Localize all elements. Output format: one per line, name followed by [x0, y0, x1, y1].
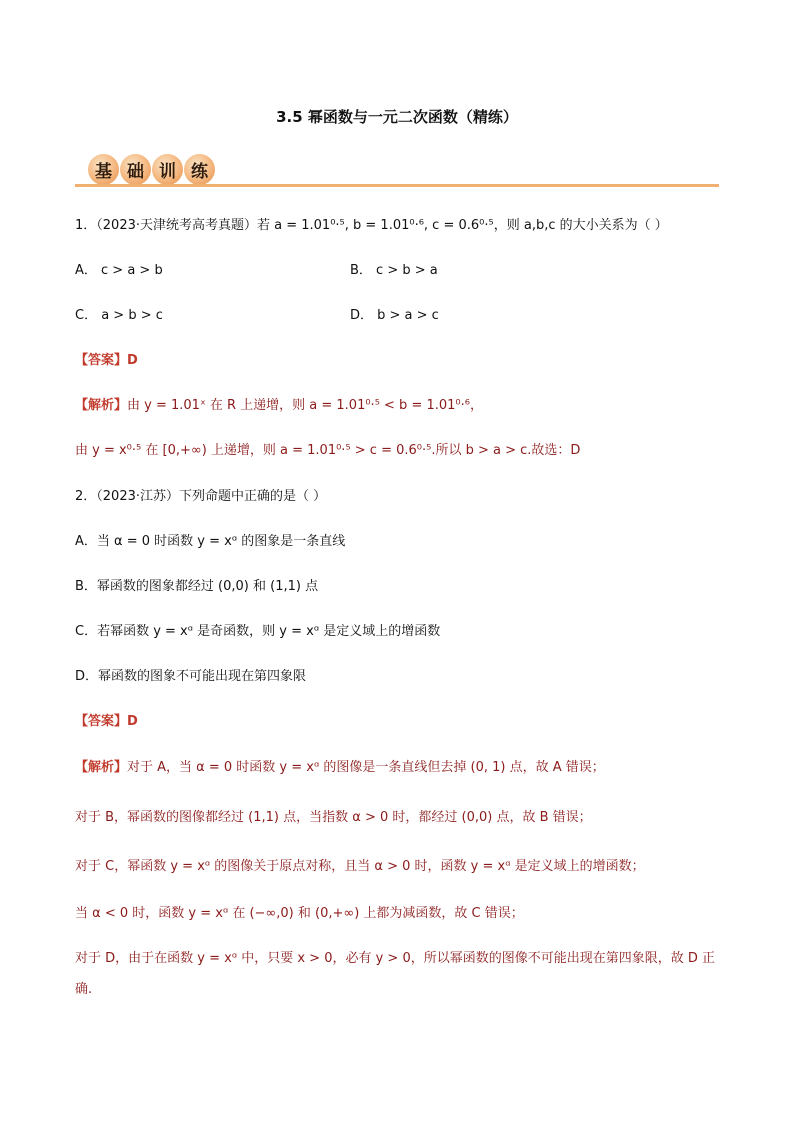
page-title: 3.5 幂函数与一元二次函数（精练）	[276, 108, 518, 126]
q1-answer-value: D	[127, 353, 138, 368]
q1-answer-label: 【答案】	[75, 353, 128, 368]
q1-option-c: C． a > b > c	[75, 308, 163, 323]
q2-stem: 2．（2023·江苏）下列命题中正确的是（ ）	[75, 489, 327, 504]
q2-analysis-line-3: 对于 C，幂函数 y = xᵅ 的图像关于原点对称，且当 α > 0 时，函数 y = xᵅ 是定义域上的增函数；	[75, 859, 645, 874]
banner-char-1: 基	[88, 154, 119, 185]
q2-analysis-line-6: 确.	[75, 982, 93, 997]
q2-answer-label: 【答案】	[75, 714, 128, 729]
q2-analysis-line-4: 当 α < 0 时，函数 y = xᵅ 在 (−∞,0) 和 (0,+∞) 上都为减函数，故 C 错误；	[75, 906, 524, 921]
q2-analysis	[75, 756, 605, 775]
section-banner	[88, 152, 216, 186]
q2-option-a: A．当 α = 0 时函数 y = xᵅ 的图象是一条直线	[75, 534, 346, 549]
q1-analysis-label: 【解析】	[75, 398, 128, 413]
q1-option-a: A． c > a > b	[75, 263, 163, 278]
q1-option-d: D． b > a > c	[350, 308, 439, 323]
q1-answer	[75, 349, 138, 368]
q1-option-b: B． c > b > a	[350, 263, 438, 278]
q2-answer-value: D	[127, 714, 138, 729]
q2-analysis-label: 【解析】	[75, 760, 128, 775]
q2-analysis-line-1: 对于 A，当 α = 0 时函数 y = xᵅ 的图像是一条直线但去掉 (0, 1) 点，故 A 错误；	[127, 760, 605, 775]
q2-option-d: D．幂函数的图象不可能出现在第四象限	[75, 669, 307, 684]
q1-stem: 1．（2023·天津统考高考真题）若 a = 1.01⁰·⁵, b = 1.01⁰·⁶, c = 0.6⁰·⁵，则 a,b,c 的大小关系为（ ）	[75, 218, 668, 233]
banner-char-3: 训	[152, 154, 183, 185]
banner-char-2: 础	[120, 154, 151, 185]
q2-option-b: B．幂函数的图象都经过 (0,0) 和 (1,1) 点	[75, 579, 319, 594]
q2-answer	[75, 710, 138, 729]
q1-analysis	[75, 394, 483, 413]
q2-analysis-line-5: 对于 D，由于在函数 y = xᵅ 中，只要 x > 0，必有 y > 0，所以幂函数的图像不可能出现在第四象限，故 D 正	[75, 951, 716, 966]
q2-analysis-line-2: 对于 B，幂函数的图像都经过 (1,1) 点，当指数 α > 0 时，都经过 (0,0) 点，故 B 错误；	[75, 810, 592, 825]
q1-analysis-line-2: 由 y = x⁰·⁵ 在 [0,+∞) 上递增，则 a = 1.01⁰·⁵ > c = 0.6⁰·⁵.所以 b > a > c.故选：D	[75, 443, 581, 458]
banner-char-4: 练	[184, 154, 215, 185]
q2-option-c: C．若幂函数 y = xᵅ 是奇函数，则 y = xᵅ 是定义域上的增函数	[75, 624, 441, 639]
q1-analysis-line-1: 由 y = 1.01ˣ 在 R 上递增，则 a = 1.01⁰·⁵ < b = 1.01⁰·⁶，	[127, 398, 483, 413]
banner-divider	[75, 184, 719, 187]
